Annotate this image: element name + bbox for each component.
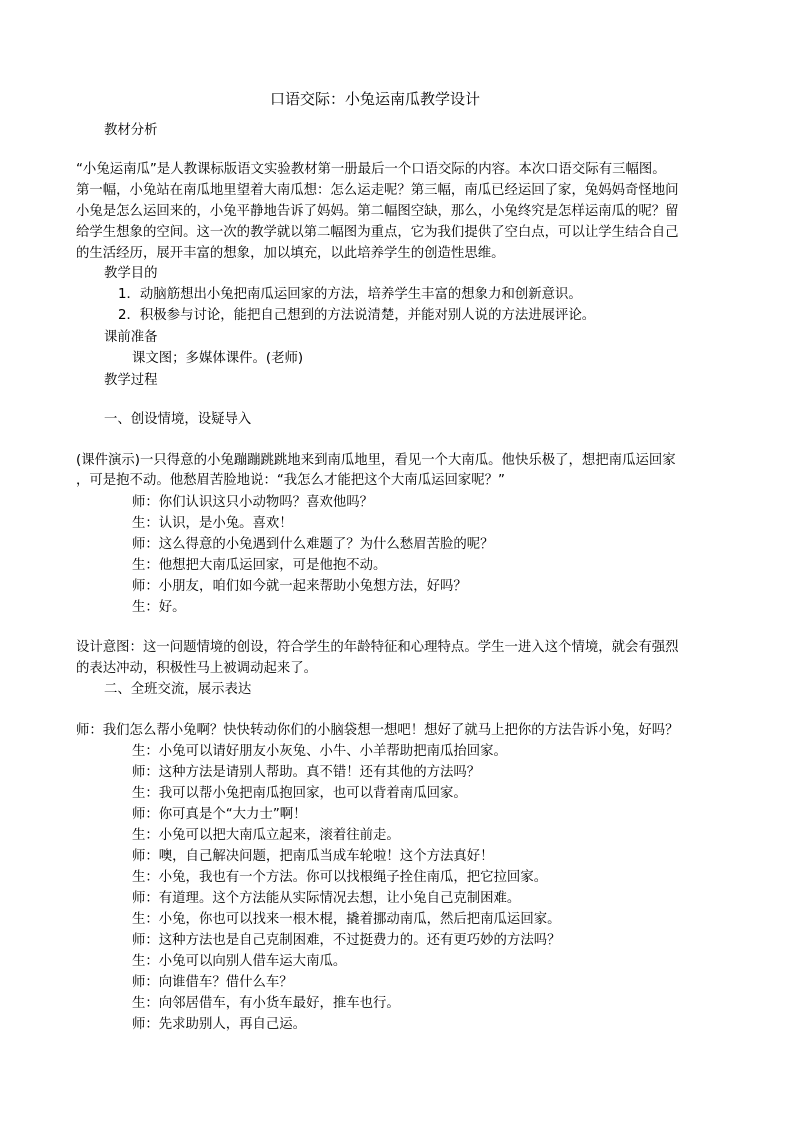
- dialogue-line: 生：好。: [132, 600, 186, 615]
- heading-preparation: 课前准备: [104, 330, 158, 345]
- dialogue-line: 生：小兔可以向别人借车运大南瓜。: [132, 954, 347, 969]
- design-intent-line: 设计意图：这一问题情境的创设，符合学生的年龄特征和心理特点。学生一进入这个情境，就会有强烈: [76, 640, 679, 655]
- heading-objectives: 教学目的: [104, 266, 158, 281]
- paragraph-line: 小兔是怎么运回来的，小兔平静地告诉了妈妈。第二幅图空缺，那么，小兔终究是怎样运南瓜的呢？留: [76, 204, 679, 219]
- dialogue-line: 师：先求助别人，再自己运。: [132, 1017, 307, 1032]
- paragraph-line: 的生活经历，展开丰富的想象，加以填充，以此培养学生的创造性思维。: [76, 246, 505, 261]
- dialogue-line: 生：小兔，你也可以找来一根木棍，撬着挪动南瓜，然后把南瓜运回家。: [132, 912, 561, 927]
- dialogue-line: 师：噢，自己解决问题，把南瓜当成车轮啦！这个方法真好！: [132, 849, 494, 864]
- heading-process: 教学过程: [104, 373, 158, 388]
- dialogue-line: 生：小兔，我也有一个方法。你可以找根绳子拴住南瓜，把它拉回家。: [132, 870, 548, 885]
- design-intent-line: 的表达冲动，积极性马上被调动起来了。: [76, 661, 318, 676]
- objective-item: 1．动脑筋想出小兔把南瓜运回家的方法，培养学生丰富的想象力和创新意识。: [118, 287, 582, 302]
- paragraph-line: “小兔运南瓜”是人教课标版语文实验教材第一册最后一个口语交际的内容。本次口语交际有三幅图。: [76, 162, 666, 177]
- dialogue-line: 生：小兔可以把大南瓜立起来，滚着往前走。: [132, 828, 400, 843]
- dialogue-line: 师：有道理。这个方法能从实际情况去想，让小兔自己克制困难。: [132, 891, 521, 906]
- document-title: 口语交际：小兔运南瓜教学设计: [270, 90, 481, 108]
- dialogue-line: 师：这种方法是请别人帮助。真不错！还有其他的方法吗？: [132, 765, 481, 780]
- section1-heading: 一、创设情境，设疑导入: [104, 412, 252, 427]
- dialogue-line: 生：我可以帮小兔把南瓜抱回家，也可以背着南瓜回家。: [132, 786, 467, 801]
- section1-intro-line: (课件演示)一只得意的小兔蹦蹦跳跳地来到南瓜地里，看见一个大南瓜。他快乐极了，想把南瓜运回家: [76, 453, 676, 468]
- paragraph-line: 给学生想象的空间。这一次的教学就以第二幅图为重点，它为我们提供了空白点，可以让学生结合自己: [76, 225, 679, 240]
- dialogue-line: 师：向谁借车？借什么车？: [132, 975, 293, 990]
- dialogue-line: 师：这么得意的小兔遇到什么难题了？为什么愁眉苦脸的呢？: [132, 537, 494, 552]
- dialogue-line: 师：这种方法也是自己克制困难，不过挺费力的。还有更巧妙的方法吗？: [132, 933, 561, 948]
- paragraph-line: 第一幅，小兔站在南瓜地里望着大南瓜想：怎么运走呢？第三幅，南瓜已经运回了家，兔妈妈奇怪地问: [76, 183, 679, 198]
- section2-heading: 二、全班交流，展示表达: [104, 682, 252, 697]
- heading-material-analysis: 教材分析: [104, 123, 158, 138]
- dialogue-line: 生：向邻居借车，有小货车最好，推车也行。: [132, 996, 400, 1011]
- dialogue-line: 生：小兔可以请好朋友小灰兔、小牛、小羊帮助把南瓜抬回家。: [132, 744, 507, 759]
- dialogue-line: 师：你们认识这只小动物吗？喜欢他吗？: [132, 495, 374, 510]
- dialogue-line: 师：小朋友，咱们如今就一起来帮助小兔想方法，好吗？: [132, 579, 467, 594]
- objective-item: 2．积极参与讨论，能把自己想到的方法说清楚，并能对别人说的方法进展评论。: [118, 308, 596, 323]
- dialogue-line: 生：认识，是小兔。喜欢！: [132, 516, 293, 531]
- dialogue-line: 生：他想把大南瓜运回家，可是他抱不动。: [132, 558, 387, 573]
- preparation-text: 课文图；多媒体课件。(老师): [132, 351, 304, 366]
- section2-intro: 师：我们怎么帮小兔啊？快快转动你们的小脑袋想一想吧！想好了就马上把你的方法告诉小兔，好吗？: [76, 723, 679, 738]
- dialogue-line: 师：你可真是个“大力士”啊！: [132, 807, 307, 822]
- section1-intro-line: ，可是抱不动。他愁眉苦脸地说：“我怎么才能把这个大南瓜运回家呢？”: [76, 473, 505, 488]
